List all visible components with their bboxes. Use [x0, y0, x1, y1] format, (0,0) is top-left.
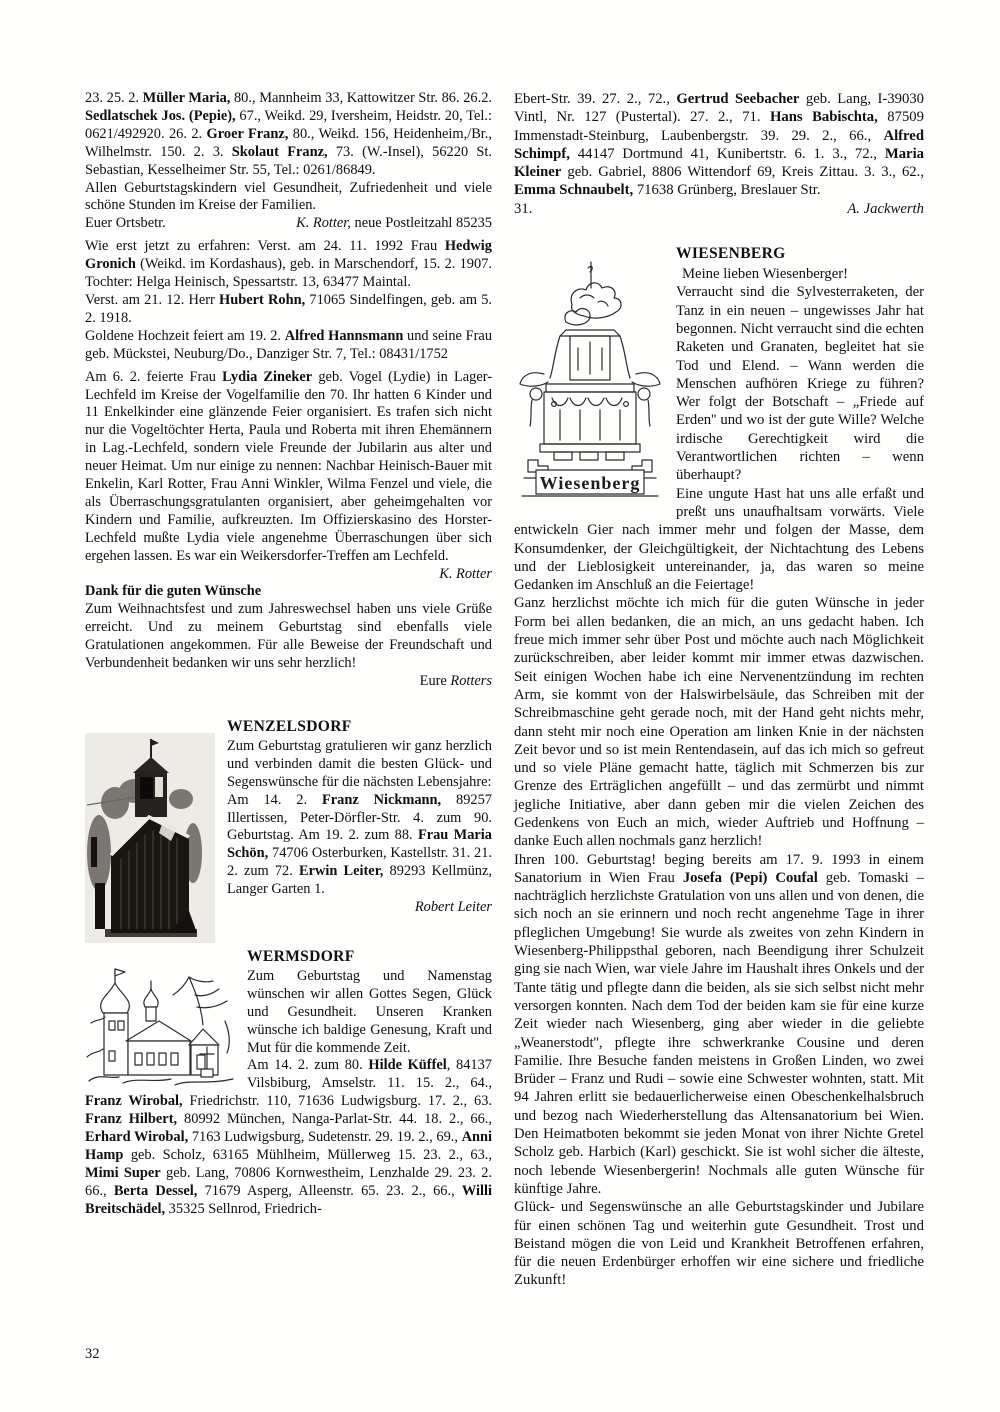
name-banner: [536, 470, 644, 494]
signature-k-rotter: K. Rotter: [439, 565, 492, 582]
wermsdorf-church-drawing: [85, 961, 237, 1091]
right-column: [514, 90, 924, 1290]
griffin-figure: [565, 262, 621, 325]
wenzelsdorf-section: [85, 717, 492, 917]
wiesenberg-haste-paragraph: Eine ungute Hast hat uns alle erfaßt und preßt uns unaufhaltsam vorwärts. Viele entwickeln Gier nach immer mehr und folgen der Masse, dem Konsumdenker, der Gleichgültigkeit, der Nichtachtung des Lebens und der Lieblosigkeit untereinander, ja, das waren so meine Gedanken im Anschluß an die Feiertage!: [514, 485, 924, 594]
signoff-left-text: Euer Ortsbetr.: [85, 215, 166, 232]
rohn-obituary-paragraph: Verst. am 21. 12. Herr Hubert Rohn, 71065 Sindelfingen, geb. am 5. 2. 1918.: [85, 291, 492, 326]
signature-a-jackwerth: A. Jackwerth: [847, 200, 924, 217]
signature-prefix: Eure: [419, 673, 451, 689]
wermsdorf-intro-paragraph: Zum Geburtstag und Namenstag wünschen wir allen Gottes Segen, Glück und Gesundheit. Unseren Kranken wünsche ich baldige Genesung, Kraft und Mut für die kommende Zeit.: [247, 967, 492, 1056]
fountain-monument-sketch-image: [514, 258, 666, 503]
wermsdorf-section: [85, 947, 492, 1219]
signoff-author: K. Rotter,: [296, 215, 351, 232]
ortsbetreuer-signoff-row: [85, 215, 492, 233]
wiesenberg-heading: WIESENBERG: [676, 245, 786, 263]
wiesenberg-greeting: Meine lieben Wiesenberger!: [682, 266, 849, 283]
wiesenberg-monument-drawing: [514, 258, 666, 503]
birthday-list-continued-paragraph: Ebert-Str. 39. 27. 2., 72., Gertrud Seebacher geb. Lang, I-39030 Vintl, Nr. 127 (Pustertal). 27. 2., 71. Hans Babischta, 87509 Immenstadt-Steinburg, Laubenbergstr. 39. 29. 2., 66., Alfred Schimpf, 44147 Dortmund 41, Kunibertstr. 6. 1. 3., 72., Maria Kleiner geb. Gabriel, 8806 Wittendorf 69, Kreis Zittau. 3. 3., 62., Emma Schnaubelt, 71638 Grünberg, Breslauer Str.: [514, 91, 925, 199]
zineker-birthday-paragraph: Am 6. 2. feierte Frau Lydia Zineker geb. Vogel (Lydie) in Lager-Lechfeld im Kreise der Vogelfamilie den 70. Ihr hatten 6 Kinder und 11 Enkelkinder eine glänzende Feier organisiert. Es trafen sich nicht nur die Vogeltöchter Herta, Paula und Roberta mit ihren Ehemännern in Lag.-Lechfeld, sondern viele Freunde der Jubilarin aus alter und neuer Heimat. Um nur einige zu nennen: Nachbar Heinisch-Bauer mit Enkelin, Karl Rotter, Frau Anni Winkler, Wilma Fenzel und viele, die als Überraschungsgratulanten organisiert, aber geheimgehalten vor Kindern und Familie, aufkreuzten. Im Offizierskasino des Horster-Lechfeld mußte Lydia viele angenehme Überraschungen über sich ergehen lassen. Es war ein Weikersdorfer-Treffen am Lechfeld.: [85, 368, 493, 564]
wenzelsdorf-birthday-paragraph: Am 14. 2. Franz Nickmann, 89257 Illertissen, Peter-Dörfler-Str. 4. zum 90. Geburtstag. Am 19. 2. zum 88. Frau Maria Schön, 74706 Osterburken, Kastellstr. 31. 21. 2. zum 72. Erwin Leiter, 89293 Kellmünz, Langer Garten 1.: [227, 791, 492, 898]
wenzelsdorf-intro-paragraph: Zum Geburtstag gratulieren wir ganz herzlich und verbinden damit die besten Glück- und Segenswünsche für die nächsten Lebensjahre:: [227, 737, 492, 790]
signature-name: Rotters: [450, 673, 492, 689]
golden-wedding-paragraph: Goldene Hochzeit feiert am 19. 2. Alfred Hannsmann und seine Frau geb. Mückstei, Neuburg/Do., Danziger Str. 7, Tel.: 08431/1752: [85, 327, 493, 362]
basin: [544, 384, 636, 444]
wenzelsdorf-church-photo: [85, 733, 215, 943]
church-nave: [126, 1021, 191, 1075]
wooden-chapel-photo-image: [85, 733, 215, 943]
wiesenberg-thanks-paragraph: Ganz herzlichst möchte ich mich für die guten Wünsche in jeder Form bei allen bedanken, die an mich, an uns gedacht haben. Ich freue mich immer sehr über Post und möchte auch nach Möglichkeit zurückschreiben, aber leider kommt mir immer etwas dazwischen. Seit einigen Wochen habe ich eine Nervenentzündung im rechten Arm, sie kommt von der Halswirbelsäule, das Schreiben mit der Schreibmaschine geht gerade noch, mit der Hand geht nichts mehr, dann steht mir noch eine Operation am linken Knie in der nächsten Zeit bevor und so ist mein Rentendasein, auf das ich mich so gefreut und so viele Pläne gemacht hatte, täglich mit Schmerzen bis zur Grenze des Erträglichen angefüllt – und das zermürbt und nimmt jegliche Initiative, aber dann geben mir die vielen Zeichen des Gedenkens von Euch an mich, wieder Auftrieb und Hoffnung – danke Euch allen nochmals ganz herzlich!: [514, 595, 924, 850]
roof-turret: [144, 981, 158, 1021]
side-chapel: [189, 1029, 219, 1075]
birthday-list-paragraph: 23. 25. 2. Müller Maria, 80., Mannheim 33, Kattowitzer Str. 86. 26.2. Sedlatschek Jos. (Pepie), 67., Weikd. 29, Iversheim, Heidstr. 20, Tel.: 0621/492920. 26. 2. Groer Franz, 80., Weikd. 156, Heidenheim,/Br., Wilhelmstr. 150. 2. 3. Skolaut Franz, 73. (W.-Insel), 56220 St. Sebastian, Kesselheimer Str. 55, Tel.: 0261/86849.: [85, 90, 492, 178]
jackwerth-signoff-row: [514, 200, 924, 218]
page-number: 32: [85, 1346, 106, 1365]
gronich-obituary-paragraph: Wie erst jetzt zu erfahren: Verst. am 24. 11. 1992 Frau Hedwig Gronich (Weikd. im Kordashaus), geb. in Marschendorf, 15. 2. 1907. Tochter: Helga Heinisch, Spessartstr. 13, 63477 Maintal.: [85, 238, 492, 291]
wiesenberg-newyear-paragraph: Verraucht sind die Sylvesterraketen, der Tanz in ein neuen – ungewisses Jahr hat begonnen. Nicht verraucht sind die echten Raketen und Granaten, begleitet hat sie Tod und Elend. – Wann werden die Menschen aufhören Kriege zu führen? Wer folgt der Botschaft – „Friede auf Erden'' und wo ist der gute Wille? Welche irdische Gerechtigkeit wird die Verantwortlichen richten – wenn überhaupt?: [676, 284, 924, 484]
wiesenberg-coufal-paragraph: Ihren 100. Geburtstag! beging bereits am 17. 9. 1993 in einem Sanatorium in Wien Frau Josefa (Pepi) Coufal geb. Tomaski – nachträglich herzlichste Gratulation von uns allen und von denen, die sich noch an sie erinnern und noch recht angenehme Tage in ihrer pfleglichen Umgebung! Sie wurde als zweites von zehn Kindern in Wiesenberg-Philippsthal geboren, nach Beendigung ihrer Schulzeit ging sie nach Wien, war viele Jahre im Haushalt ihres Onkels und der Tante tätig und pflegte dann die beiden, als sie sich selbst nicht mehr versorgen konnten. Nach dem Tod der beiden kam sie für eine kurze Zeit wieder nach Wiesenberg, ging aber wieder in die geliebte „Weanerstodt'', pflegte ihre schwerkranke Cousine und deren Familie. Ihre Besuche fanden meistens in Großen Linden, wo zwei Brüder – Franz und Rudi – sowie eine Schwester wohnten, statt. Mit 94 Jahren erlitt sie bedauerlicherweise einen Obeschenkelhalsbruch und bezog nach Wiederherstellung das Altensanatorium bei Wien. Den Heimatboten bekommt sie jeden Monat von ihrer Nichte Gretel Scholz geb. Harbich (Karl) geschickt. Sie ist wohl sicher die älteste, noch lebende Wiesenbergerin! Nochmals alle guten Wünsche für künftige Jahre.: [514, 851, 924, 1197]
list-end-text: 31.: [514, 200, 533, 217]
village-church-sketch-image: [85, 961, 237, 1091]
signature-rotters: [85, 673, 492, 691]
church-tower: [101, 969, 130, 1075]
signature-robert-leiter: Robert Leiter: [414, 899, 492, 916]
pedestal: [550, 330, 630, 380]
signoff-right-text: [296, 215, 492, 233]
wenzelsdorf-heading: WENZELSDORF: [227, 717, 352, 735]
wiesenberg-section: [514, 244, 924, 1290]
wermsdorf-heading: WERMSDORF: [247, 947, 355, 965]
left-column: [85, 90, 492, 1219]
signoff-postcode-note: neue Postleitzahl 85235: [350, 215, 492, 232]
thanks-heading: Dank für die guten Wünsche: [85, 583, 262, 600]
wiesenberg-wishes-paragraph: Glück- und Segenswünsche an alle Geburtstagskinder und Jubilare für einen schönen Tag und weiterhin gute Gesundheit. Trost und Beistand mögen die von Leid und Krankheit Betroffenen erfahren, für die neuen Erdenbürger erhoffen wir eine sichere und friedliche Zukunft!: [514, 1199, 924, 1289]
wermsdorf-birthday-paragraph: Am 14. 2. zum 80. Hilde Küffel, 84137 Vilsbiburg, Amselstr. 11. 15. 2., 64., Franz Wirobal, Friedrichstr. 110, 71636 Ludwigsburg. 17. 2., 63. Franz Hilbert, 80992 München, Nanga-Parlat-Str. 44. 18. 2., 66., Erhard Wirobal, 7163 Ludwigsburg, Sudetenstr. 29. 19. 2., 69., Anni Hamp geb. Scholz, 63165 Mühlheim, Müllerweg 15. 23. 2., 63., Mimi Super geb. Lang, 70806 Kornwestheim, Lenzhalde 29. 23. 2. 66., Berta Dessel, 71679 Asperg, Alleenstr. 65. 23. 2., 66., Willi Breitschädel, 35325 Sellnrod, Friedrich-: [85, 1057, 493, 1217]
thanks-paragraph: Zum Weihnachtsfest und zum Jahreswechsel haben uns viele Grüße erreicht. Und zu meinem Geburtstag sind ebenfalls viele Gratulationen angekommen. Für alle Beweise der Freundschaft und Verbundenheit bedanken wir uns sehr herzlich!: [85, 601, 492, 672]
wiesenberg-banner-text: Wiesenberg: [539, 473, 641, 494]
side-spouts: [520, 373, 660, 426]
wishes-paragraph: Allen Geburtstagskindern viel Gesundheit, Zufriedenheit und viele schöne Stunden im Kreise der Familien.: [85, 179, 492, 214]
